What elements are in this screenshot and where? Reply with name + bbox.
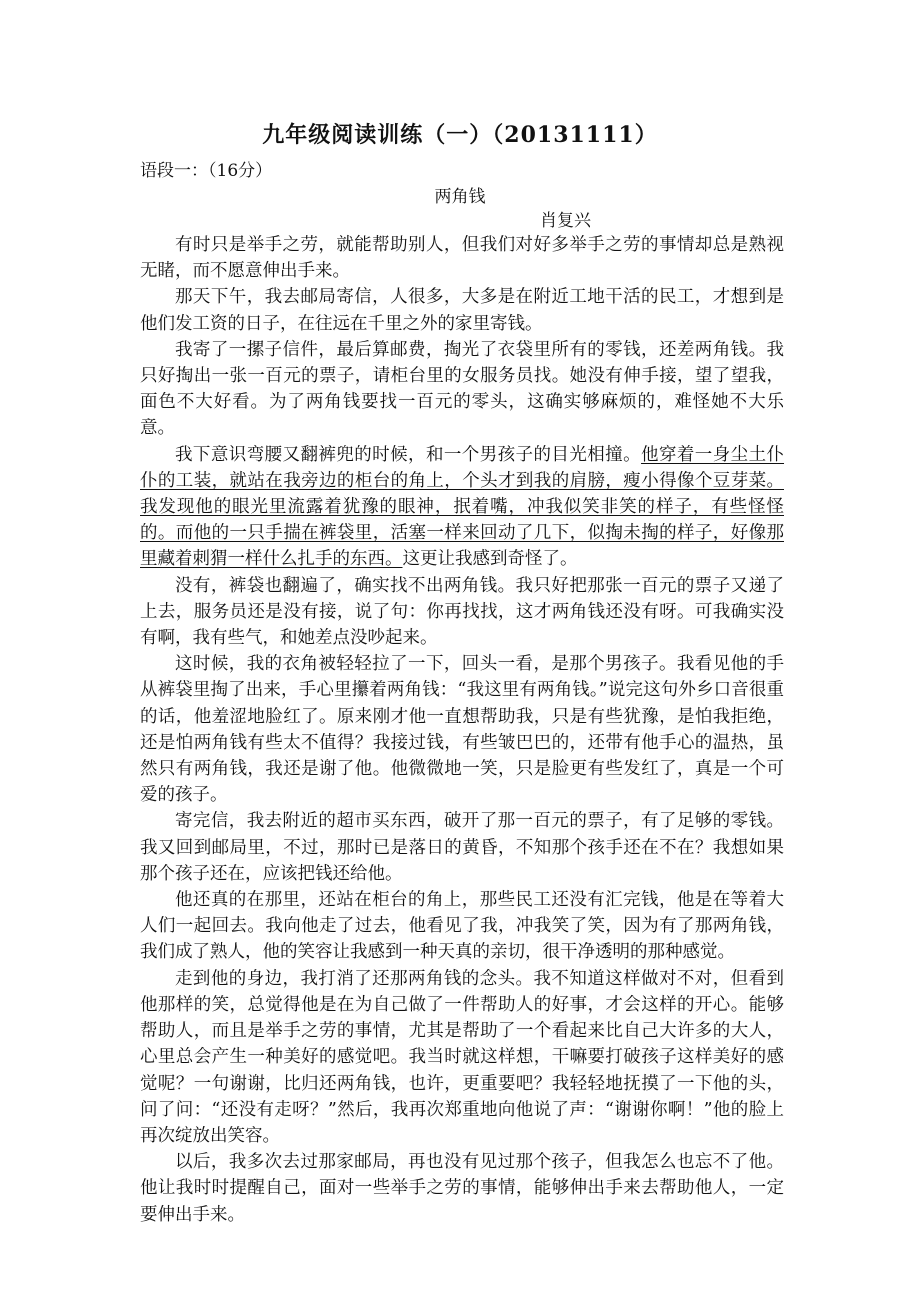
section-label: 语段一：（16分） (140, 161, 273, 181)
paragraph: 寄完信，我去附近的超市买东西，破开了那一百元的票子，有了足够的零钱。我又回到邮局里，不过，那时已是落日的黄昏，不知那个孩手还在不在？我想如果那个孩子还在，应该把钱还给他。 (140, 811, 784, 884)
underlined-passage: 他穿着一身尘土仆仆的工装，就站在我旁边的柜台的角上，个头才到我的肩膀，瘦小得像个豆芽菜。我发现他的眼光里流露着犹豫的眼神，抿着嘴，冲我似笑非笑的样子，有些怪怪的。而他的一只手揣在裤袋里，活塞一样来回动了几下，似掏未掏的样子，好像那里藏着刺猬一样什么扎手的东西。 (140, 444, 785, 570)
paragraph-with-underline (140, 442, 784, 573)
paragraph: 有时只是举手之劳，就能帮助别人，但我们对好多举手之劳的事情却总是熟视无睹，而不愿意伸出手来。 (140, 235, 784, 282)
paragraph: 那天下午，我去邮局寄信，人很多，大多是在附近工地干活的民工，才想到是他们发工资的日子，在往远在千里之外的家里寄钱。 (140, 287, 784, 334)
story-author: 肖复兴 (540, 211, 591, 231)
story-body (140, 232, 784, 1228)
paragraph: 这时候，我的衣角被轻轻拉了一下，回头一看，是那个男孩子。我看见他的手从裤袋里掏了出来，手心里攥着两角钱：“我这里有两角钱。”说完这句外乡口音很重的话，他羞涩地脸红了。原来刚才他一直想帮助我，只是有些犹豫，是怕我拒绝，还是怕两角钱有些太不值得？我接过钱，有些皱巴巴的，还带有他手心的温热，虽然只有两角钱，我还是谢了他。他微微地一笑，只是脸更有些发红了，真是一个可爱的孩子。 (140, 654, 784, 806)
paragraph: 他还真的在那里，还站在柜台的角上，那些民工还没有汇完钱，他是在等着大人们一起回去。我向他走了过去，他看见了我，冲我笑了笑，因为有了那两角钱，我们成了熟人，他的笑容让我感到一种天真的亲切，很干净透明的那种感觉。 (140, 890, 784, 963)
story-title: 两角钱 (434, 187, 486, 207)
paragraph-text: 我下意识弯腰又翻裤兜的时候，和一个男孩子的目光相撞。 (175, 444, 642, 465)
paragraph: 没有，裤袋也翻遍了，确实找不出两角钱。我只好把那张一百元的票子又递了上去，服务员还是没有接，说了句：你再找找，这才两角钱还没有呀。可我确实没有啊，我有些气，和她差点没吵起来。 (140, 575, 784, 649)
paragraph: 我寄了一摞子信件，最后算邮费，掏光了衣袋里所有的零钱，还差两角钱。我只好掏出一张一百元的票子，请柜台里的女服务员找。她没有伸手接，望了望我，面色不大好看。为了两角钱要找一百元的零头，这确实够麻烦的，难怪她不大乐意。 (140, 339, 784, 439)
page-title: 九年级阅读训练（一）（20131111） (262, 122, 658, 148)
paragraph: 以后，我多次去过那家邮局，再也没有见过那个孩子，但我怎么也忘不了他。他让我时时提醒自己，面对一些举手之劳的事情，能够伸出手来去帮助他人，一定要伸出手来。 (140, 1152, 784, 1225)
paragraph-text: 这更让我感到奇怪了。 (402, 549, 578, 570)
paragraph: 走到他的身边，我打消了还那两角钱的念头。我不知道这样做对不对，但看到他那样的笑，总觉得他是在为自己做了一件帮助人的好事，才会这样的开心。能够帮助人，而且是举手之劳的事情，尤其是帮助了一个看起来比自己大许多的大人，心里总会产生一种美好的感觉吧。我当时就这样想，干嘛要打破孩子这样美好的感觉呢？一句谢谢，比归还两角钱，也许，更重要吧？我轻轻地抚摸了一下他的头，问了问：“还没有走呀？”然后，我再次郑重地向他说了声：“谢谢你啊！”他的脸上再次绽放出笑容。 (140, 968, 784, 1146)
